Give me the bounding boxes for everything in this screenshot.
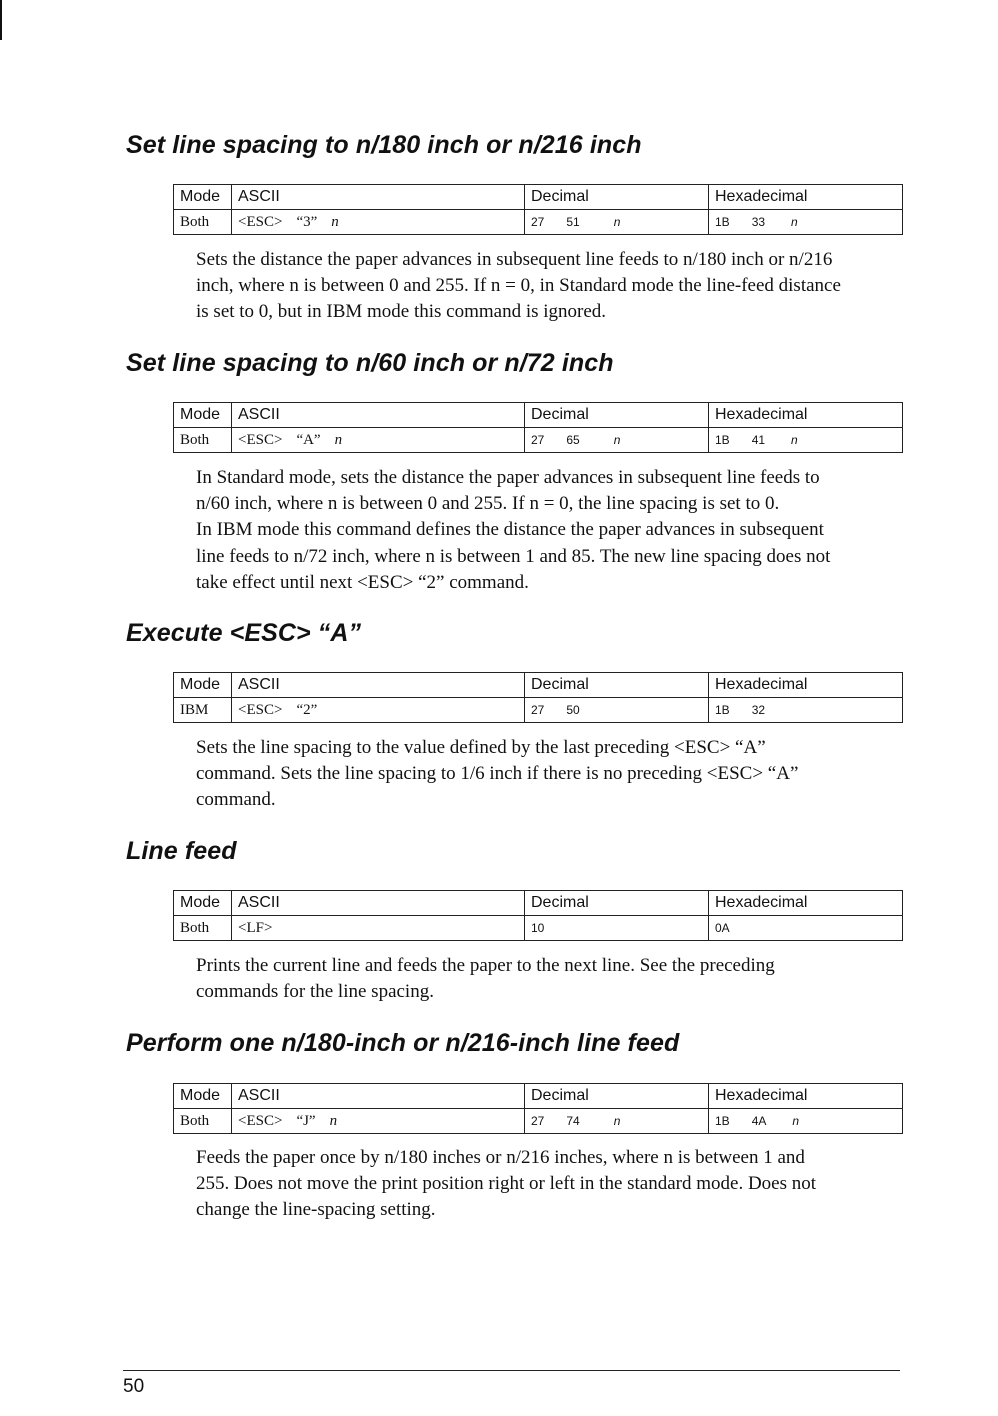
ascii-param: n: [334, 431, 343, 448]
ascii-cell: [232, 210, 525, 235]
hex-header: Hexadecimal: [709, 891, 903, 916]
body-line: is set to 0, but in IBM mode this command is ignored.: [196, 301, 607, 323]
body-line: Sets the line spacing to the value defined by the last preceding <ESC> “A”: [196, 737, 766, 758]
ascii-header: ASCII: [232, 891, 525, 916]
body-line: inch, where n is between 0 and 255. If n = 0, in Standard mode the line-feed distance: [196, 275, 841, 297]
body-line: Feeds the paper once by n/180 inches or n/216 inches, where n is between 1 and: [196, 1147, 805, 1168]
body-line: In Standard mode, sets the distance the paper advances in subsequent line feeds to: [196, 467, 820, 488]
ascii-cell: [232, 698, 525, 723]
section-body: [196, 953, 904, 1005]
table-header-row: [174, 891, 903, 916]
hex-cell: [709, 698, 903, 723]
page-edge-mark: [0, 0, 2, 40]
decimal-header: Decimal: [525, 891, 709, 916]
hex-header: Hexadecimal: [709, 1084, 903, 1109]
decimal-header: Decimal: [525, 403, 709, 428]
body-line: change the line-spacing setting.: [196, 1199, 436, 1221]
ascii-char: “A”: [296, 431, 321, 448]
page-number: 50: [123, 1376, 145, 1397]
hex-char: 32: [751, 702, 766, 717]
mode-header: Mode: [174, 185, 232, 210]
mode-cell: Both: [174, 428, 232, 453]
section-heading: Set line spacing to n/60 inch or n/72 inch: [126, 349, 614, 377]
body-line: command. Sets the line spacing to 1/6 inch if there is no preceding <ESC> “A”: [196, 763, 799, 785]
table-header-row: [174, 1084, 903, 1109]
decimal-char: 74: [566, 1113, 580, 1128]
body-line: 255. Does not move the print position right or left in the standard mode. Does not: [196, 1173, 817, 1195]
table-row: [174, 1109, 903, 1134]
hex-param: n: [791, 432, 798, 447]
decimal-param: n: [613, 1113, 621, 1128]
ascii-cell: [232, 1109, 525, 1134]
command-table: [173, 184, 903, 235]
hex-char: 4A: [751, 1113, 767, 1128]
hex-header: Hexadecimal: [709, 673, 903, 698]
ascii-code: <ESC>: [238, 431, 283, 448]
mode-header: Mode: [174, 891, 232, 916]
body-line: commands for the line spacing.: [196, 981, 434, 1003]
decimal-char: 65: [566, 432, 580, 447]
hex-header: Hexadecimal: [709, 185, 903, 210]
decimal-code: 27: [531, 432, 545, 447]
ascii-header: ASCII: [232, 185, 525, 210]
hex-cell: [709, 1109, 903, 1134]
ascii-param: n: [331, 213, 339, 230]
decimal-param: n: [613, 214, 621, 229]
section-body: [196, 247, 904, 326]
footer-rule: [123, 1370, 900, 1371]
body-line: line feeds to n/72 inch, where n is between 1 and 85. The new line spacing does not: [196, 545, 831, 567]
hex-param: n: [791, 214, 798, 229]
body-line: n/60 inch, where n is between 0 and 255. If n = 0, the line spacing is set to 0.: [196, 493, 780, 515]
hex-code: 1B: [715, 702, 730, 717]
ascii-char: “2”: [296, 701, 318, 718]
ascii-code: <LF>: [238, 919, 273, 936]
ascii-cell: [232, 428, 525, 453]
decimal-header: Decimal: [525, 185, 709, 210]
ascii-header: ASCII: [232, 1084, 525, 1109]
decimal-cell: [525, 916, 709, 941]
ascii-code: <ESC>: [238, 213, 283, 230]
ascii-header: ASCII: [232, 403, 525, 428]
command-table: [173, 672, 903, 723]
decimal-cell: [525, 428, 709, 453]
hex-cell: [709, 210, 903, 235]
mode-cell: Both: [174, 1109, 232, 1134]
hex-param: n: [792, 1113, 800, 1128]
hex-code: 1B: [715, 1113, 730, 1128]
table-header-row: [174, 185, 903, 210]
section-body: [196, 1145, 904, 1224]
section-body: [196, 465, 904, 596]
mode-header: Mode: [174, 673, 232, 698]
table-row: [174, 428, 903, 453]
section-heading: Set line spacing to n/180 inch or n/216 inch: [126, 131, 642, 159]
hex-cell: [709, 916, 903, 941]
decimal-code: 10: [531, 920, 545, 935]
body-line: Sets the distance the paper advances in subsequent line feeds to n/180 inch or n/216: [196, 249, 833, 270]
command-table: [173, 1083, 903, 1134]
body-line: command.: [196, 789, 276, 811]
decimal-code: 27: [531, 214, 545, 229]
hex-char: 33: [751, 214, 766, 229]
decimal-code: 27: [531, 1113, 545, 1128]
table-header-row: [174, 673, 903, 698]
body-line: In IBM mode this command defines the distance the paper advances in subsequent: [196, 519, 824, 541]
mode-cell: Both: [174, 916, 232, 941]
mode-header: Mode: [174, 403, 232, 428]
section-heading: Perform one n/180-inch or n/216-inch line feed: [126, 1029, 680, 1057]
ascii-param: n: [329, 1112, 338, 1129]
body-line: take effect until next <ESC> “2” command.: [196, 571, 529, 593]
decimal-param: n: [613, 432, 621, 447]
decimal-cell: [525, 210, 709, 235]
table-row: [174, 698, 903, 723]
decimal-char: 51: [566, 214, 580, 229]
section-body: [196, 735, 904, 814]
command-table: [173, 402, 903, 453]
hex-code: 1B: [715, 214, 730, 229]
command-table: [173, 890, 903, 941]
decimal-header: Decimal: [525, 673, 709, 698]
hex-header: Hexadecimal: [709, 403, 903, 428]
hex-char: 41: [751, 432, 766, 447]
ascii-header: ASCII: [232, 673, 525, 698]
section-heading: Execute <ESC> “A”: [126, 619, 362, 647]
section-heading: Line feed: [126, 837, 237, 865]
mode-cell: IBM: [174, 698, 232, 723]
decimal-char: 50: [566, 702, 580, 717]
mode-cell: Both: [174, 210, 232, 235]
ascii-cell: [232, 916, 525, 941]
decimal-cell: [525, 698, 709, 723]
ascii-code: <ESC>: [238, 1112, 283, 1129]
hex-cell: [709, 428, 903, 453]
hex-code: 0A: [715, 920, 730, 935]
mode-header: Mode: [174, 1084, 232, 1109]
decimal-header: Decimal: [525, 1084, 709, 1109]
ascii-char: “3”: [296, 213, 318, 230]
decimal-code: 27: [531, 702, 545, 717]
decimal-cell: [525, 1109, 709, 1134]
body-line: Prints the current line and feeds the paper to the next line. See the preceding: [196, 955, 775, 976]
ascii-code: <ESC>: [238, 701, 283, 718]
ascii-char: “J”: [296, 1112, 316, 1129]
table-header-row: [174, 403, 903, 428]
table-row: [174, 916, 903, 941]
hex-code: 1B: [715, 432, 730, 447]
table-row: [174, 210, 903, 235]
